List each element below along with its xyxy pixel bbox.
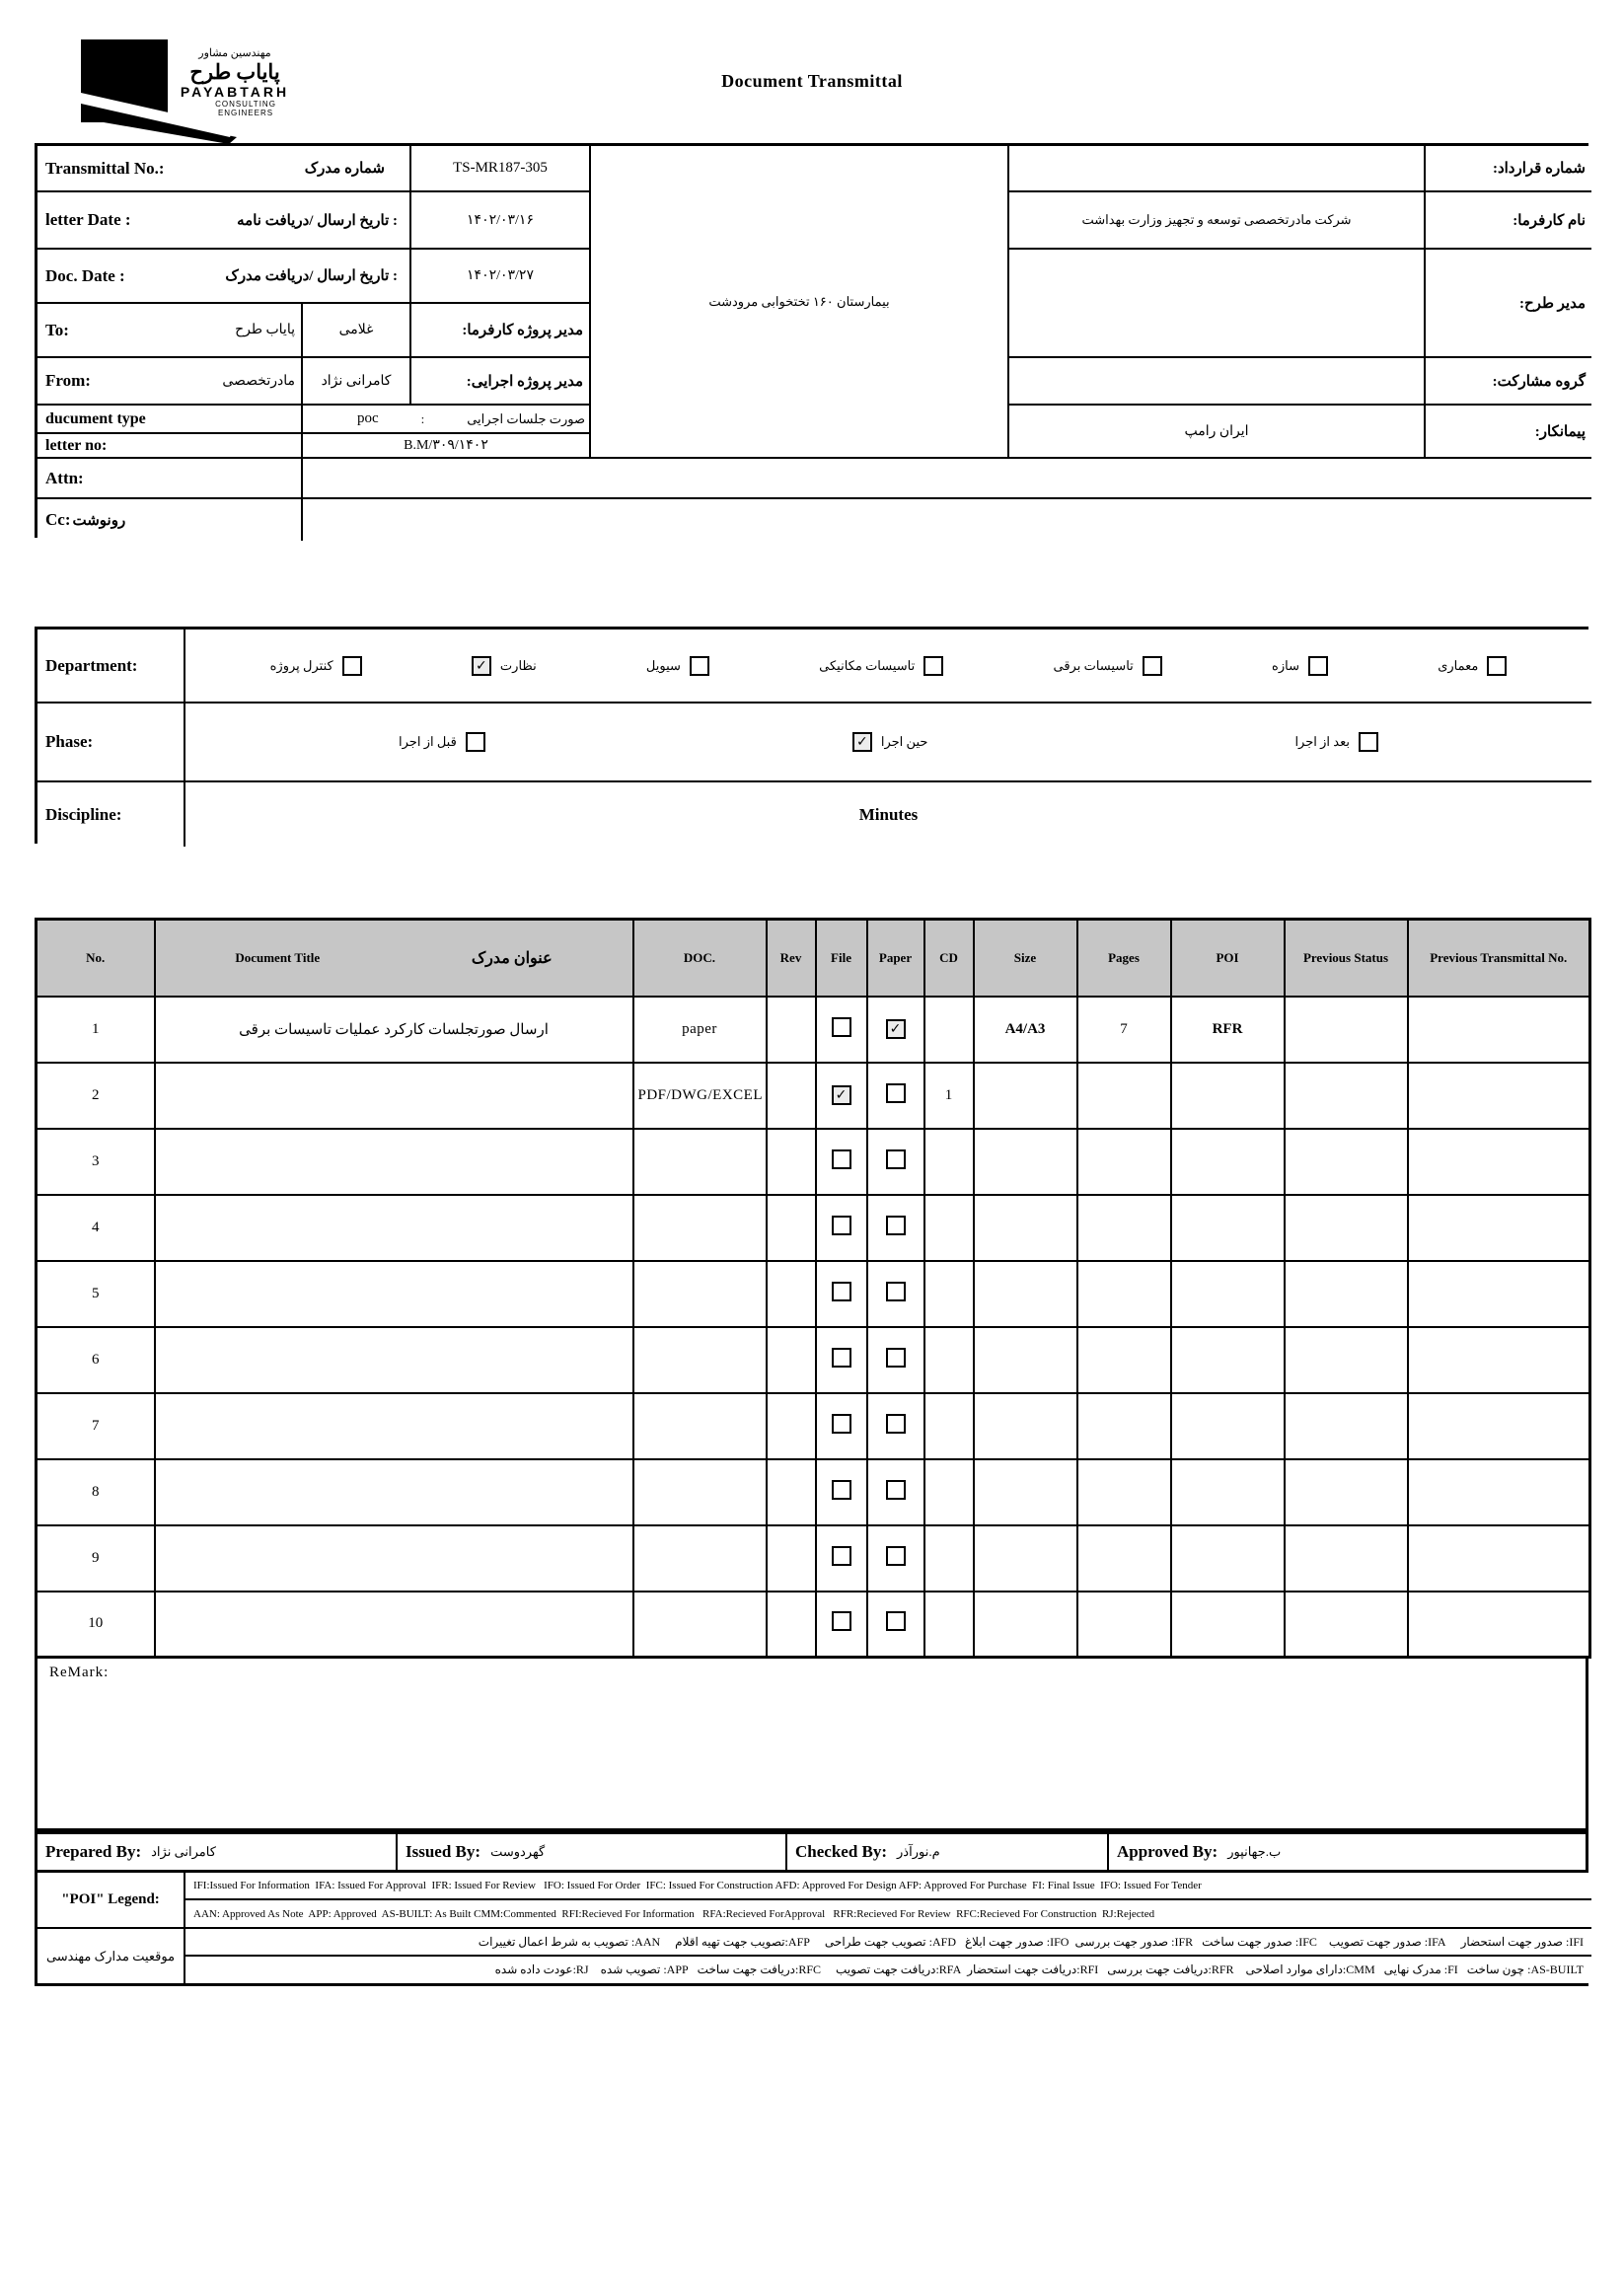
doc-date-label-fa: تاریخ ارسال /دریافت مدرک : <box>225 268 398 284</box>
file-checkbox[interactable] <box>832 1149 851 1169</box>
cell-previous-status <box>1285 1592 1408 1658</box>
paper-checkbox[interactable]: ✓ <box>886 1019 906 1039</box>
legend-section <box>35 1873 1588 1986</box>
phase-label: Phase: <box>45 732 94 751</box>
file-checkbox[interactable] <box>832 1546 851 1566</box>
cell-cd <box>924 1592 974 1658</box>
option-label: تاسیسات مکانیکی <box>819 657 916 673</box>
cell-file <box>816 1459 867 1525</box>
paper-checkbox[interactable] <box>886 1149 906 1169</box>
cell-doc: PDF/DWG/EXCEL <box>633 1063 767 1129</box>
poi-legend-line1: IFI:Issued For Information IFA: Issued For Approval IFR: Issued For Review IFO: Issued For Order IFC: Issued For Construction AFD: Approved For Design AFP: Approved For Purchase FI: Final Issue IFO: Issued For Tender <box>185 1873 1591 1900</box>
option-label: کنترل پروژه <box>269 657 333 673</box>
cell-size <box>974 1261 1077 1327</box>
cell-no: 1 <box>37 997 155 1063</box>
file-checkbox[interactable] <box>832 1282 851 1301</box>
option-checkbox[interactable] <box>923 656 943 676</box>
cell-poi <box>1171 1393 1285 1459</box>
header-previous-status: Previous Status <box>1285 920 1408 997</box>
cell-cd <box>924 1327 974 1393</box>
cell-pages <box>1077 1129 1171 1195</box>
cell-size: A4/A3 <box>974 997 1077 1063</box>
signature-row <box>35 1831 1588 1873</box>
cell-title <box>155 1195 633 1261</box>
checkbox-option <box>399 732 485 752</box>
file-checkbox[interactable] <box>832 1348 851 1368</box>
cell-previous-status <box>1285 1525 1408 1592</box>
cell-title <box>155 1129 633 1195</box>
attn-label-cell <box>37 459 303 499</box>
header-no: No. <box>37 920 155 997</box>
cc-label-cell <box>37 499 303 541</box>
logo-fa-name: پایاب طرح <box>189 59 280 84</box>
letter-date-label-fa: تاریخ ارسال /دریافت نامه : <box>237 212 398 229</box>
file-checkbox[interactable] <box>832 1216 851 1235</box>
cell-file <box>816 1592 867 1658</box>
doc-table-body <box>37 997 1590 1658</box>
to-cell <box>37 304 303 358</box>
cell-size <box>974 1393 1077 1459</box>
file-checkbox[interactable] <box>832 1480 851 1500</box>
cell-no: 10 <box>37 1592 155 1658</box>
from-label: From: <box>45 371 91 390</box>
option-checkbox[interactable] <box>466 732 485 752</box>
option-checkbox[interactable] <box>690 656 709 676</box>
table-row <box>37 997 1590 1063</box>
cell-size <box>974 1525 1077 1592</box>
cell-poi <box>1171 1592 1285 1658</box>
cell-pages <box>1077 1393 1171 1459</box>
header-doc: DOC. <box>633 920 767 997</box>
paper-checkbox[interactable] <box>886 1480 906 1500</box>
cell-rev <box>767 1195 816 1261</box>
checkbox-option <box>270 656 362 676</box>
option-checkbox[interactable] <box>1308 656 1328 676</box>
prepared-by-cell <box>37 1834 398 1870</box>
cell-title: ارسال صورتجلسات کارکرد عملیات تاسیسات برقی <box>155 997 633 1063</box>
cc-label-fa: رونوشت <box>72 512 126 529</box>
issued-by-value: گهردوست <box>490 1844 546 1859</box>
header-file: File <box>816 920 867 997</box>
cell-title <box>155 1459 633 1525</box>
approved-by-value: ب.جهانپور <box>1227 1844 1282 1859</box>
cell-previous-status <box>1285 997 1408 1063</box>
cell-size <box>974 1459 1077 1525</box>
option-checkbox[interactable] <box>1487 656 1507 676</box>
cell-previous-transmittal <box>1408 1129 1590 1195</box>
option-label: تاسیسات برقی <box>1053 657 1134 673</box>
header-size: Size <box>974 920 1077 997</box>
from-cell <box>37 358 303 406</box>
cell-no: 8 <box>37 1459 155 1525</box>
cell-rev <box>767 1063 816 1129</box>
cell-previous-status <box>1285 1063 1408 1129</box>
cell-no: 7 <box>37 1393 155 1459</box>
cell-rev <box>767 997 816 1063</box>
checkbox-option <box>1054 656 1162 676</box>
header-paper: Paper <box>867 920 924 997</box>
cell-previous-transmittal <box>1408 997 1590 1063</box>
cell-poi <box>1171 1261 1285 1327</box>
letter-no-label: letter no: <box>45 436 108 454</box>
cell-size <box>974 1592 1077 1658</box>
poi-legend-label: "POI" Legend: <box>37 1873 185 1929</box>
cell-paper <box>867 1525 924 1592</box>
document-type-label-cell <box>37 406 303 434</box>
cell-paper <box>867 1261 924 1327</box>
cell-rev <box>767 1129 816 1195</box>
cell-previous-transmittal <box>1408 1592 1590 1658</box>
cell-title <box>155 1393 633 1459</box>
attn-label: Attn: <box>45 468 84 487</box>
letter-no-label-cell <box>37 434 303 459</box>
cell-poi <box>1171 1525 1285 1592</box>
paper-checkbox[interactable] <box>886 1083 906 1103</box>
cell-previous-status <box>1285 1129 1408 1195</box>
file-checkbox[interactable] <box>832 1414 851 1434</box>
from-person: کامرانی نژاد <box>303 358 411 406</box>
phase-options <box>185 704 1591 782</box>
table-row <box>37 1459 1590 1525</box>
paper-checkbox[interactable] <box>886 1414 906 1434</box>
prepared-by-label: Prepared By: <box>45 1842 142 1861</box>
letter-date-value: ۱۴۰۲/۰۳/۱۶ <box>411 192 591 250</box>
cell-cd <box>924 1261 974 1327</box>
logo-company-subtitle: CONSULTING ENGINEERS <box>215 99 276 118</box>
cell-title <box>155 1261 633 1327</box>
cell-previous-transmittal <box>1408 1195 1590 1261</box>
cell-rev <box>767 1592 816 1658</box>
transmittal-no-value: TS-MR187-305 <box>411 146 591 192</box>
doc-date-label-en: Doc. Date : <box>45 265 125 285</box>
document-list-section <box>35 918 1588 1986</box>
cell-file <box>816 1327 867 1393</box>
cell-doc <box>633 1459 767 1525</box>
option-label: سیویل <box>645 657 681 673</box>
header-info-table <box>35 143 1588 538</box>
cell-file <box>816 1195 867 1261</box>
department-phase-table <box>35 627 1588 844</box>
option-label: نظارت <box>499 657 537 673</box>
table-row <box>37 1327 1590 1393</box>
department-label-cell <box>37 630 185 704</box>
cell-pages <box>1077 1195 1171 1261</box>
cell-file <box>816 1393 867 1459</box>
partnership-label: گروه مشارکت: <box>1426 358 1591 406</box>
cell-no: 3 <box>37 1129 155 1195</box>
cell-rev <box>767 1261 816 1327</box>
cell-paper <box>867 997 924 1063</box>
approved-by-cell <box>1109 1834 1586 1870</box>
contract-no-value-cell <box>1009 146 1426 192</box>
document-type-value: poc <box>357 410 379 426</box>
paper-checkbox[interactable] <box>886 1216 906 1235</box>
fa-legend-label: موقعیت مدارک مهندسی <box>37 1929 185 1983</box>
from-value: مادرتخصصی <box>222 373 295 389</box>
plan-manager-value-cell <box>1009 250 1426 358</box>
cell-doc <box>633 1393 767 1459</box>
cell-file <box>816 1525 867 1592</box>
document-type-value-cell <box>303 406 591 434</box>
cell-poi <box>1171 1129 1285 1195</box>
doc-date-value: ۱۴۰۲/۰۳/۲۷ <box>411 250 591 304</box>
option-label: حین اجرا <box>880 734 928 749</box>
cell-size <box>974 1129 1077 1195</box>
option-checkbox[interactable] <box>1359 732 1378 752</box>
logo-company-name: PAYABTARH <box>180 83 290 100</box>
cell-no: 2 <box>37 1063 155 1129</box>
cell-doc <box>633 1592 767 1658</box>
transmittal-no-label-fa: شماره مدرک <box>304 161 385 177</box>
cell-poi <box>1171 1459 1285 1525</box>
checkbox-option <box>1272 656 1328 676</box>
prepared-by-value: کامرانی نژاد <box>151 1844 216 1859</box>
checkbox-option <box>646 656 709 676</box>
cell-cd <box>924 1195 974 1261</box>
cell-cd <box>924 1459 974 1525</box>
fa-legend-line1: IFI: صدور جهت استحضار IFA: صدور جهت تصویب IFC: صدور جهت ساخت IFR: صدور جهت بررسی IFO: صدور جهت ابلاغ AFD: تصویب جهت طراحی AFP:تصویب جهت تهیه اقلام AAN: تصویب به شرط اعمال تغییرات <box>185 1929 1591 1957</box>
cell-doc <box>633 1195 767 1261</box>
table-row <box>37 1195 1590 1261</box>
cell-cd <box>924 1129 974 1195</box>
fa-legend-line2: AS-BUILT: چون ساخت FI: مدرک نهایی CMM:دارای موارد اصلاحی RFR:دریافت جهت بررسی RFI:دریافت جهت استحضار RFA:دریافت جهت تصویب RFC:دریافت جهت ساخت APP: تصویب شده RJ:عودت داده شده <box>185 1957 1591 1983</box>
table-row <box>37 1592 1590 1658</box>
cell-previous-transmittal <box>1408 1063 1590 1129</box>
cell-paper <box>867 1195 924 1261</box>
cell-poi <box>1171 1195 1285 1261</box>
cell-pages <box>1077 1525 1171 1592</box>
cell-previous-status <box>1285 1393 1408 1459</box>
cell-no: 5 <box>37 1261 155 1327</box>
cell-poi: RFR <box>1171 997 1285 1063</box>
option-label: بعد از اجرا <box>1294 734 1350 749</box>
cell-file <box>816 997 867 1063</box>
cell-file <box>816 1261 867 1327</box>
file-checkbox[interactable] <box>832 1017 851 1037</box>
cell-title <box>155 1063 633 1129</box>
table-header-row <box>37 920 1590 997</box>
cell-doc <box>633 1261 767 1327</box>
cell-cd <box>924 1525 974 1592</box>
attn-value-cell <box>303 459 1591 499</box>
option-label: سازه <box>1272 657 1299 673</box>
table-row <box>37 1525 1590 1592</box>
cell-doc: paper <box>633 997 767 1063</box>
cell-poi <box>1171 1063 1285 1129</box>
checkbox-option <box>1294 732 1378 752</box>
cell-paper <box>867 1327 924 1393</box>
cell-doc <box>633 1525 767 1592</box>
cell-previous-transmittal <box>1408 1393 1590 1459</box>
file-checkbox[interactable]: ✓ <box>832 1085 851 1105</box>
cell-rev <box>767 1525 816 1592</box>
checkbox-option <box>472 656 537 676</box>
cell-paper <box>867 1063 924 1129</box>
table-row <box>37 1261 1590 1327</box>
cell-size <box>974 1063 1077 1129</box>
cell-previous-status <box>1285 1459 1408 1525</box>
paper-checkbox[interactable] <box>886 1611 906 1631</box>
cell-no: 9 <box>37 1525 155 1592</box>
document-table <box>35 918 1591 1659</box>
plan-manager-label: مدیر طرح: <box>1426 250 1591 358</box>
discipline-value: Minutes <box>185 782 1591 847</box>
cell-rev <box>767 1327 816 1393</box>
cell-rev <box>767 1393 816 1459</box>
to-label: To: <box>45 320 69 339</box>
partnership-value-cell <box>1009 358 1426 406</box>
cell-pages <box>1077 1063 1171 1129</box>
client-label: نام کارفرما: <box>1426 192 1591 250</box>
cell-paper <box>867 1592 924 1658</box>
cell-previous-status <box>1285 1261 1408 1327</box>
checkbox-option <box>819 656 943 676</box>
cell-rev <box>767 1459 816 1525</box>
header-title-en: Document Title <box>235 949 321 965</box>
cell-previous-status <box>1285 1327 1408 1393</box>
cell-paper <box>867 1459 924 1525</box>
checked-by-label: Checked By: <box>795 1842 888 1861</box>
cell-size <box>974 1195 1077 1261</box>
file-checkbox[interactable] <box>832 1611 851 1631</box>
option-checkbox[interactable] <box>342 656 362 676</box>
to-value: پایاب طرح <box>235 323 295 337</box>
cell-no: 4 <box>37 1195 155 1261</box>
cell-poi <box>1171 1327 1285 1393</box>
cell-pages: 7 <box>1077 997 1171 1063</box>
contractor-value-cell: ایران رامپ <box>1009 406 1426 459</box>
cell-cd: 1 <box>924 1063 974 1129</box>
cell-cd <box>924 997 974 1063</box>
project-name-cell: بیمارستان ۱۶۰ تختخوابی مرودشت <box>591 146 1009 459</box>
header-poi: POI <box>1171 920 1285 997</box>
cell-pages <box>1077 1261 1171 1327</box>
cell-previous-transmittal <box>1408 1261 1590 1327</box>
phase-label-cell <box>37 704 185 782</box>
header-rev: Rev <box>767 920 816 997</box>
checked-by-value: م.نورآذر <box>897 1844 940 1859</box>
cell-previous-transmittal <box>1408 1525 1590 1592</box>
department-options <box>185 630 1591 704</box>
contract-no-label: شماره قرارداد: <box>1426 146 1591 192</box>
issued-by-cell <box>398 1834 787 1870</box>
cell-previous-transmittal <box>1408 1327 1590 1393</box>
cell-previous-transmittal <box>1408 1459 1590 1525</box>
document-type-separator: : <box>420 410 425 426</box>
letter-date-label-cell <box>37 192 411 250</box>
cell-doc <box>633 1129 767 1195</box>
from-role-label: مدیر پروژه اجرایی: <box>411 358 591 406</box>
letter-date-label-en: letter Date : <box>45 210 131 229</box>
checkbox-option <box>852 732 928 752</box>
paper-checkbox[interactable] <box>886 1282 906 1301</box>
cc-value-cell <box>303 499 1591 541</box>
issued-by-label: Issued By: <box>406 1842 481 1861</box>
approved-by-label: Approved By: <box>1117 1842 1218 1861</box>
to-person: غلامی <box>303 304 411 358</box>
option-checkbox[interactable]: ✓ <box>472 656 491 676</box>
cell-file <box>816 1063 867 1129</box>
remark-section <box>35 1659 1588 1831</box>
remark-label: ReMark: <box>49 1665 110 1680</box>
header-cd: CD <box>924 920 974 997</box>
option-checkbox[interactable]: ✓ <box>852 732 872 752</box>
discipline-label: Discipline: <box>45 804 122 824</box>
document-type-label: ducument type <box>45 409 146 427</box>
transmittal-no-label-cell <box>37 146 411 192</box>
contractor-label: پیمانکار: <box>1426 406 1591 459</box>
cell-cd <box>924 1393 974 1459</box>
logo-fa-tagline: مهندسین مشاور <box>198 47 271 59</box>
table-row <box>37 1063 1590 1129</box>
header-title-fa: عنوان مدرک <box>471 949 553 967</box>
cell-title <box>155 1525 633 1592</box>
to-role-label: مدیر پروژه کارفرما: <box>411 304 591 358</box>
header-pages: Pages <box>1077 920 1171 997</box>
cell-title <box>155 1327 633 1393</box>
option-label: معماری <box>1438 657 1479 673</box>
cell-pages <box>1077 1327 1171 1393</box>
poi-legend-line2: AAN: Approved As Note APP: Approved AS-BUILT: As Built CMM:Commented RFI:Recieved For Information RFA:Recieved ForApproval RFR:Recieved For Review RFC:Recieved For Construction RJ:Rejected <box>185 1900 1591 1929</box>
cell-paper <box>867 1129 924 1195</box>
cell-pages <box>1077 1459 1171 1525</box>
client-value-cell: شرکت مادرتخصصی توسعه و تجهیز وزارت بهداشت <box>1009 192 1426 250</box>
option-label: قبل از اجرا <box>399 734 457 749</box>
table-row <box>37 1129 1590 1195</box>
cell-size <box>974 1327 1077 1393</box>
document-type-fa: صورت جلسات اجرایی <box>467 410 585 426</box>
doc-date-label-cell <box>37 250 411 304</box>
paper-checkbox[interactable] <box>886 1348 906 1368</box>
checked-by-cell <box>787 1834 1109 1870</box>
transmittal-no-label-en: Transmittal No.: <box>45 158 165 178</box>
option-checkbox[interactable] <box>1143 656 1162 676</box>
cc-label: Cc: <box>45 510 71 529</box>
header-document-title <box>155 920 633 997</box>
letter-no-value: B.M/۳۰۹/۱۴۰۲ <box>303 434 591 459</box>
cell-no: 6 <box>37 1327 155 1393</box>
cell-title <box>155 1592 633 1658</box>
header-previous-transmittal: Previous Transmittal No. <box>1408 920 1590 997</box>
cell-doc <box>633 1327 767 1393</box>
cell-previous-status <box>1285 1195 1408 1261</box>
cell-pages <box>1077 1592 1171 1658</box>
checkbox-option <box>1438 656 1507 676</box>
cell-paper <box>867 1393 924 1459</box>
cell-file <box>816 1129 867 1195</box>
discipline-label-cell <box>37 782 185 847</box>
paper-checkbox[interactable] <box>886 1546 906 1566</box>
department-label: Department: <box>45 655 138 675</box>
table-row <box>37 1393 1590 1459</box>
page-title: Document Transmittal <box>721 71 903 91</box>
